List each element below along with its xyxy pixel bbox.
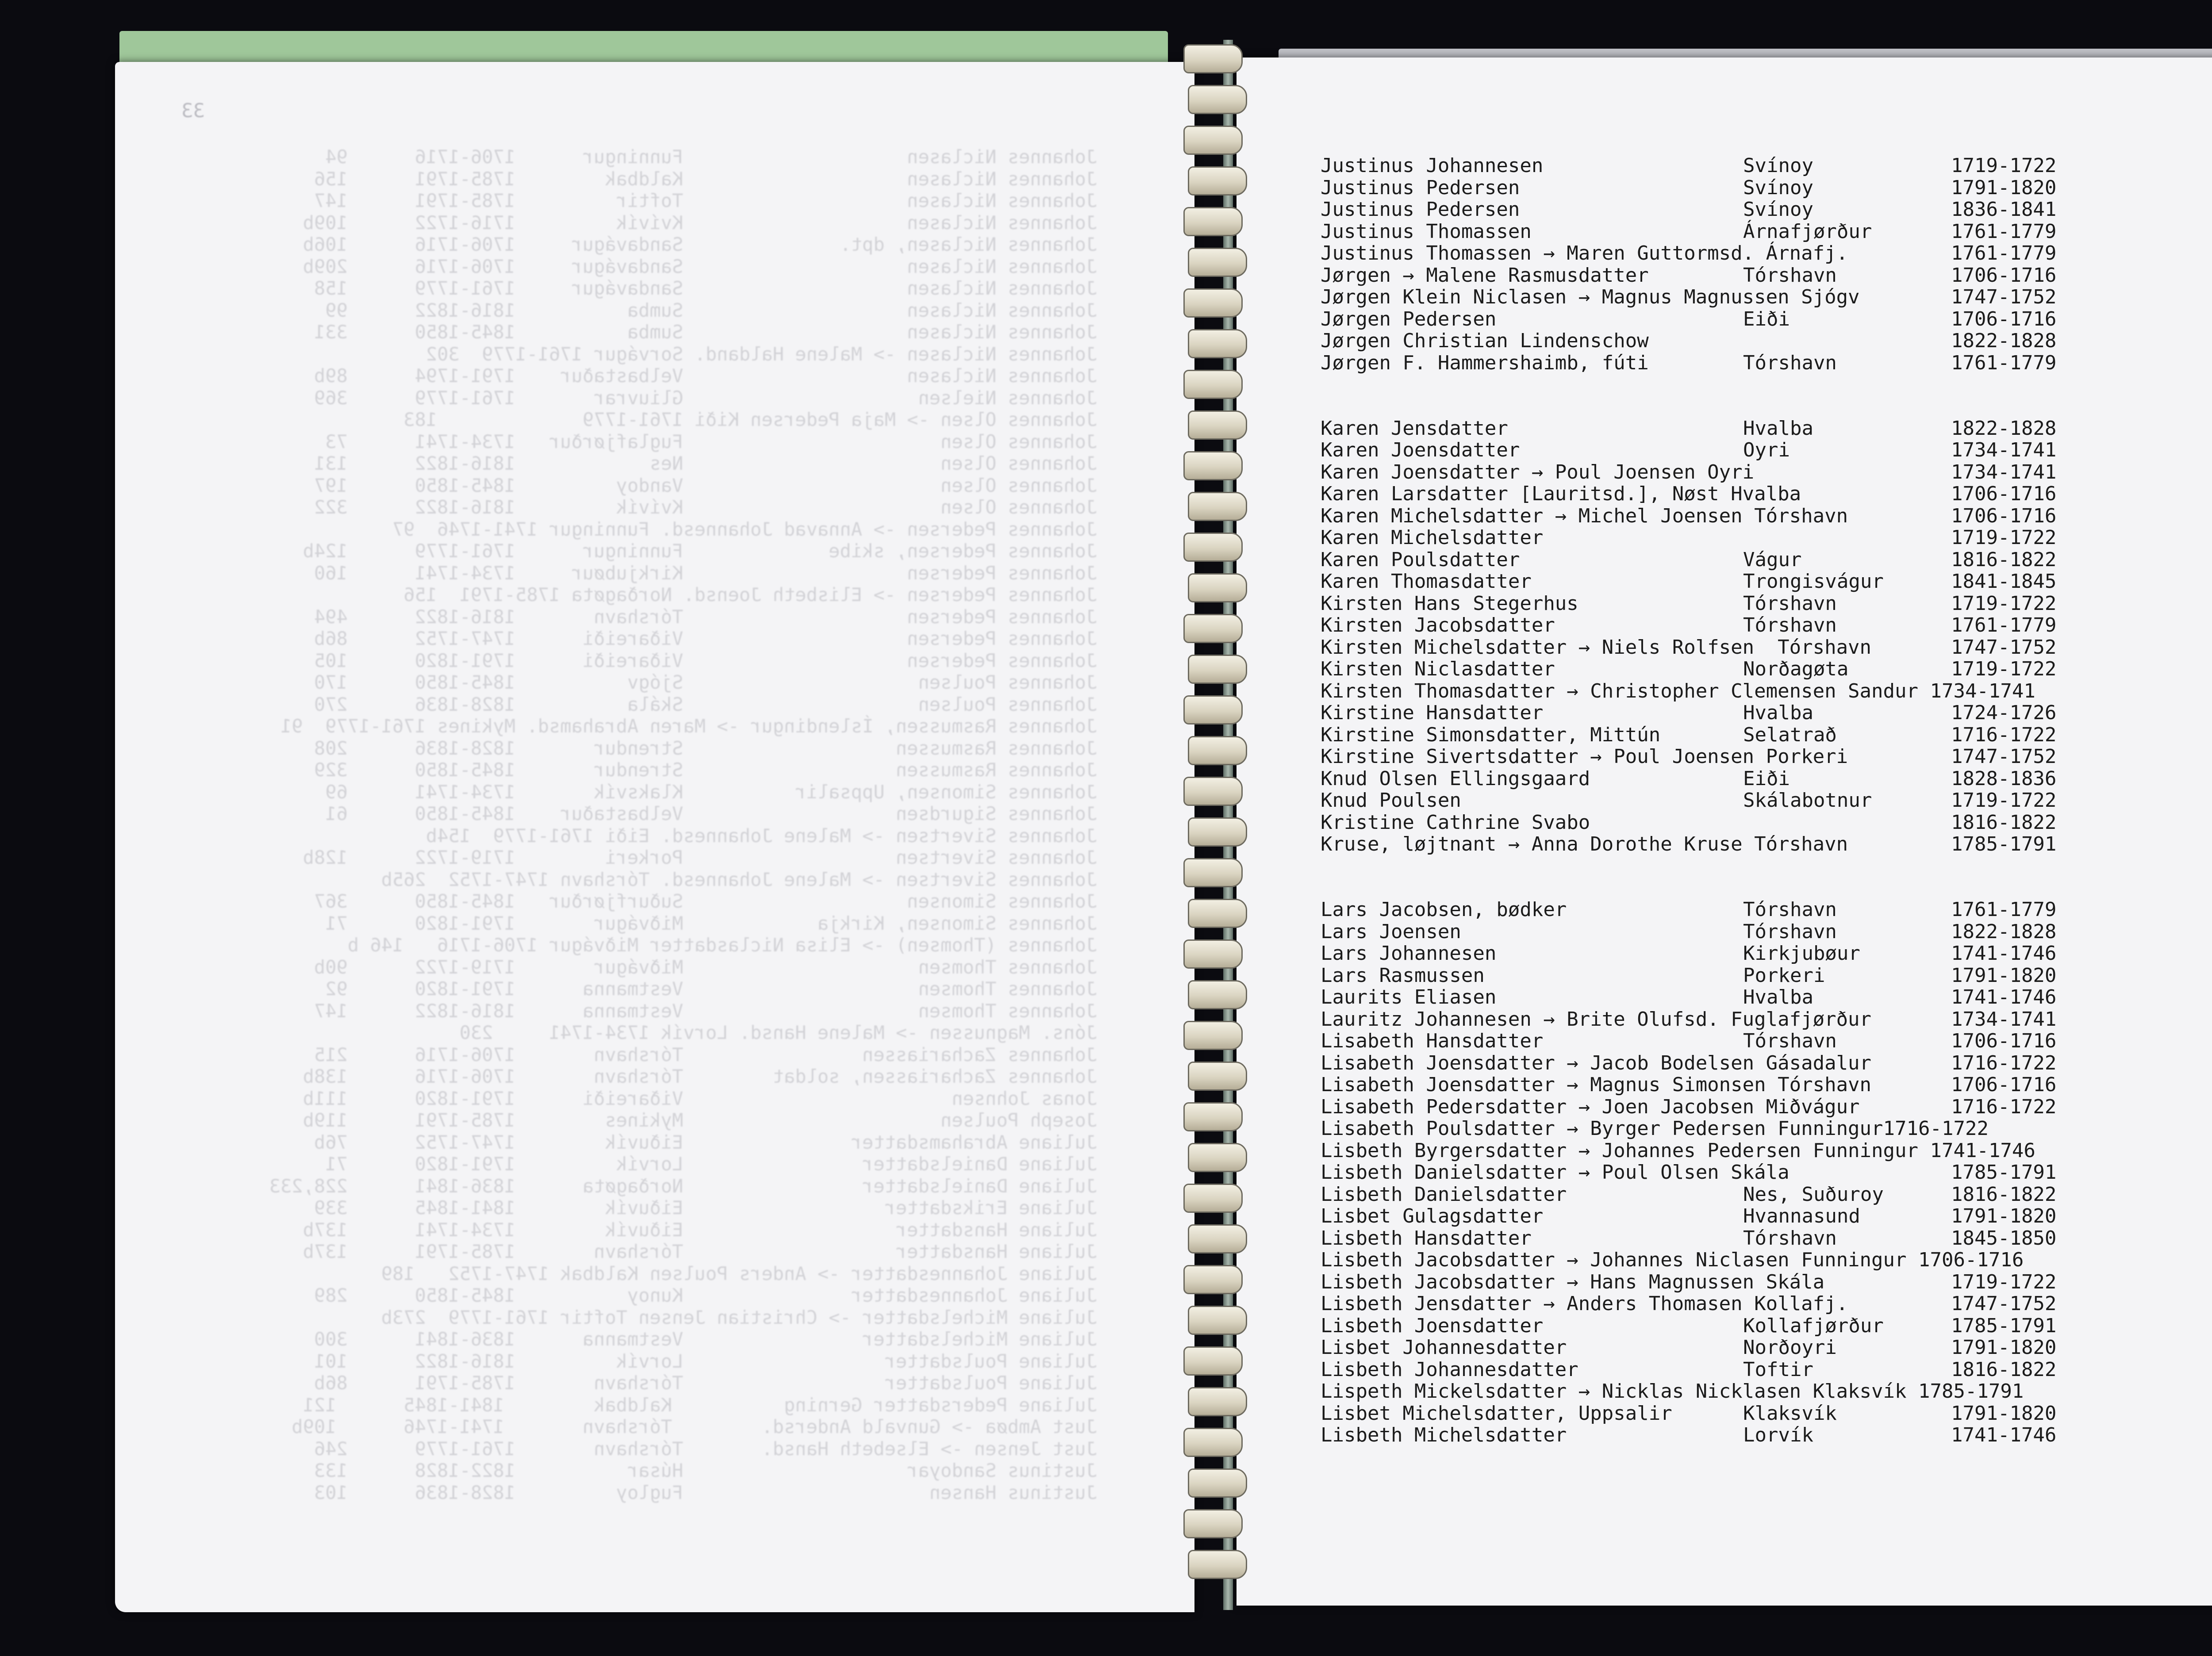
bleed-through-line: Joseph Poulsen Mykines 1785-1791 119b (303, 1109, 1097, 1131)
entry-name: Lars Joensen (1321, 920, 1461, 943)
entry-name: Lars Johannesen (1321, 942, 1497, 965)
index-entry (1321, 505, 2212, 527)
index-entry (1321, 1008, 2212, 1031)
index-entry (1321, 1227, 2212, 1250)
entry-years: 1719-1722 (1951, 592, 2057, 615)
entry-name: Lisabeth Joensdatter → Magnus Simonsen Tórshavn (1321, 1073, 1872, 1096)
entry-name: Lars Rasmussen (1321, 964, 1485, 987)
entry-name: Knud Olsen Ellingsgaard (1321, 767, 1590, 790)
bleed-through-line: Juliane Abrahamsdatter Eiðuvík 1747-1752 76b (314, 1131, 1097, 1153)
entry-place: Norðagøta (1743, 658, 1849, 680)
entry-name: Karen Joensdatter (1321, 439, 1520, 461)
index-entry (1321, 658, 2212, 680)
binding-coil (1183, 288, 1243, 318)
index-entry (1321, 1184, 2212, 1206)
entry-name: Lisbet Gulagsdatter (1321, 1205, 1544, 1227)
binding-coil (1188, 329, 1247, 358)
index-entry (1321, 614, 2212, 636)
entry-name: Karen Thomasdatter (1321, 570, 1532, 593)
index-entry (1321, 986, 2212, 1008)
bleed-through-line: Just Jensen -> Elsebeth Hansd. Tórshavn 1761-1779 246 (314, 1438, 1097, 1460)
bleed-through-line: Johannes Olsen Vandoy 1845-1850 197 (314, 474, 1097, 496)
bleed-through-line: Johannes Sigurdsen Velbastaður 1845-1850 61 (325, 803, 1097, 824)
entry-name: Justinus Pedersen (1321, 198, 1520, 221)
binding-coil (1188, 492, 1247, 521)
index-entry (1321, 483, 2212, 505)
binding-coil (1188, 85, 1247, 114)
entry-name: Kirstine Hansdatter (1321, 702, 1544, 724)
entry-years: 1785-1791 (1951, 1314, 2057, 1337)
entry-name: Lispeth Mickelsdatter → Nicklas Nicklasen Klaksvík 1785-1791 (1321, 1380, 2024, 1403)
entry-years: 1761-1779 (1951, 898, 2057, 921)
entry-place: Lorvík (1743, 1424, 1813, 1446)
entry-name: Kristine Cathrine Svabo (1321, 811, 1590, 834)
bleed-through-line: Juliane Eriksdatter Eiðuvík 1841-1845 339 (314, 1197, 1097, 1219)
binding-coil (1188, 248, 1247, 277)
entry-years: 1706-1716 (1951, 307, 2057, 330)
binding-coil (1188, 1224, 1247, 1254)
index-list (1321, 155, 2212, 1446)
binding-coil (1188, 1062, 1247, 1091)
entry-name: Kruse, løjtnant → Anna Dorothe Kruse Tórshavn (1321, 833, 1848, 855)
bleed-through-line: Juliane Poulsdatter Tórshavn 1785-1791 86b (314, 1372, 1097, 1394)
index-entry (1321, 439, 2212, 461)
bleed-through-line: Johannes Poulsen Sjógv 1845-1850 170 (314, 671, 1097, 693)
bleed-through-line: Johannes Sivertsen -> Malene Johannesd. Tórshavn 1747-1752 265b (381, 868, 1097, 890)
entry-years: 1761-1779 (1951, 614, 2057, 636)
bleed-through-line: Juliane Michelsdatter -> Christian Jensen Toftir 1761-1779 273b (381, 1306, 1097, 1328)
entry-place: Eiði (1743, 767, 1790, 790)
entry-name: Kirsten Hans Stegerhus (1321, 592, 1578, 615)
binding-coil (1188, 1550, 1247, 1579)
index-entry (1321, 1074, 2212, 1096)
index-entry (1321, 636, 2212, 659)
binding-coil (1183, 858, 1243, 887)
bleed-through-line: Jóns. Magnussen -> Malene Hansd. Lorvík 1734-1741 230 (459, 1022, 1097, 1043)
index-entry (1321, 1403, 2212, 1425)
bleed-through-line: Jonas Johnsen Viðareiði 1791-1820 111b (303, 1087, 1097, 1109)
entry-place: Hvalba (1743, 417, 1813, 440)
binding-coil (1188, 410, 1247, 440)
index-entry (1321, 1118, 2212, 1140)
entry-name: Lisbeth Hansdatter (1321, 1227, 1532, 1250)
entry-years: 1716-1722 (1951, 1051, 2057, 1074)
entry-place: Oyri (1743, 439, 1790, 461)
index-entry (1321, 177, 2212, 199)
entry-name: Lisabeth Joensdatter → Jacob Bodelsen Gásadalur (1321, 1051, 1872, 1074)
entry-name: Kirstine Simonsdatter, Mittún (1321, 723, 1661, 746)
entry-name: Lars Jacobsen, bødker (1321, 898, 1567, 921)
index-entry (1321, 286, 2212, 308)
bleed-through-line: Juliane Poulsdatter Lorvík 1816-1822 101 (314, 1350, 1097, 1372)
entry-name: Justinus Pedersen (1321, 176, 1520, 199)
entry-place: Tórshavn (1743, 898, 1837, 921)
entry-years: 1791-1820 (1951, 176, 2057, 199)
index-entry (1321, 155, 2212, 177)
binding-coil (1183, 695, 1243, 724)
binding-coil (1183, 1428, 1243, 1457)
entry-name: Jørgen Pedersen (1321, 307, 1497, 330)
binding-coil (1183, 370, 1243, 399)
index-entry (1321, 1030, 2212, 1052)
entry-name: Karen Michelsdatter (1321, 526, 1544, 549)
index-entry (1321, 1052, 2212, 1074)
entry-place: Eiði (1743, 307, 1790, 330)
entry-place: Hvannasund (1743, 1205, 1860, 1227)
index-entry (1321, 1424, 2212, 1446)
entry-name: Lisbeth Byrgersdatter → Johannes Pedersen Funningur 1741-1746 (1321, 1139, 2035, 1162)
bleed-through-line: Johannes Niclasen Kvívík 1716-1722 109b (303, 211, 1097, 234)
index-entry (1321, 308, 2212, 330)
bleed-through-line: Johannes Pedersen Tórshavn 1816-1822 494 (314, 606, 1097, 628)
entry-years: 1822-1828 (1951, 330, 2057, 352)
entry-years: 1822-1828 (1951, 920, 2057, 943)
binding-coil (1188, 166, 1247, 196)
entry-name: Lauritz Johannesen → Brite Olufsd. Fuglafjørður (1321, 1008, 1872, 1031)
entry-years: 1822-1828 (1951, 417, 2057, 440)
index-entry (1321, 768, 2212, 790)
binding-coil (1183, 451, 1243, 480)
entry-years: 1741-1746 (1951, 1424, 2057, 1446)
binding-coil (1188, 1306, 1247, 1335)
index-entry (1321, 461, 2212, 483)
entry-years: 1828-1836 (1951, 767, 2057, 790)
index-entry (1321, 1096, 2212, 1118)
entry-years: 1734-1741 (1951, 1008, 2057, 1031)
index-entry (1321, 899, 2212, 921)
bleed-through-line: Juliane Hansdatter Tórshavn 1785-1791 137b (303, 1241, 1097, 1262)
bleed-through-line: Johannes Thomsen Vestmanna 1791-1820 92 (325, 978, 1097, 1000)
bleed-through-line: Johannes Zachariassen, soldat Tórshavn 1706-1716 138b (303, 1066, 1097, 1087)
entry-name: Kirsten Thomasdatter → Christopher Clemensen Sandur 1734-1741 (1321, 679, 2035, 702)
bleed-through-line: Johannes Niclasen Sandavágur 1706-1716 209b (303, 255, 1097, 277)
index-entry (1321, 1205, 2212, 1227)
entry-name: Knud Poulsen (1321, 789, 1461, 812)
index-entry (1321, 199, 2212, 221)
index-entry (1321, 593, 2212, 615)
left-page-number-bleed: 33 (181, 100, 205, 122)
entry-place: Nes, Suðuroy (1743, 1183, 1884, 1206)
bleed-through-line: Johannes Niclasen Funningur 1706-1716 94 (325, 146, 1097, 168)
binding-coil (1183, 939, 1243, 969)
bleed-through-line: Johannes Niclasen Kaldbak 1785-1791 156 (314, 168, 1097, 190)
entry-name: Laurits Eliasen (1321, 986, 1497, 1008)
bleed-through-line: Johannes Niclasen Toftir 1785-1791 147 (314, 190, 1097, 211)
index-entry (1321, 264, 2212, 287)
entry-years: 1791-1820 (1951, 964, 2057, 987)
entry-years: 1706-1716 (1951, 1030, 2057, 1052)
entry-place: Tórshavn (1743, 920, 1837, 943)
entry-name: Karen Joensdatter → Poul Joensen Oyri (1321, 460, 1755, 483)
entry-name: Lisbeth Jacobsdatter → Hans Magnussen Skála (1321, 1270, 1825, 1293)
entry-years: 1724-1726 (1951, 702, 2057, 724)
entry-place: Tórshavn (1743, 614, 1837, 636)
entry-years: 1816-1822 (1951, 811, 2057, 834)
bleed-through-line: Johannes Olsen Fuglafjørður 1734-1741 73 (325, 430, 1097, 452)
bleed-through-line: Johannes Thomsen Miðvágur 1719-1722 90b (314, 956, 1097, 978)
index-entry (1321, 1380, 2212, 1403)
bleed-through-line: Johannes Pedersen Kirkjubøur 1734-1741 160 (314, 562, 1097, 584)
entry-name: Kirsten Jacobsdatter (1321, 614, 1555, 636)
entry-years: 1706-1716 (1951, 264, 2057, 287)
bleed-through-line: Johannes Pedersen Viðareiði 1791-1820 105 (314, 649, 1097, 671)
entry-place: Tórshavn (1743, 351, 1837, 374)
index-entry (1321, 352, 2212, 418)
entry-years: 1734-1741 (1951, 460, 2057, 483)
index-entry (1321, 680, 2212, 702)
entry-years: 1719-1722 (1951, 154, 2057, 177)
entry-years: 1719-1722 (1951, 526, 2057, 549)
binding-coil (1188, 1387, 1247, 1416)
entry-place: Svínoy (1743, 176, 1813, 199)
entry-place: Árnafjørður (1743, 220, 1872, 243)
binding-coil (1183, 207, 1243, 236)
entry-name: Jørgen F. Hammershaimb, fúti (1321, 351, 1649, 374)
bleed-through-line: Johannes Zachariassen Tórshavn 1706-1716 215 (314, 1043, 1097, 1066)
entry-name: Jørgen → Malene Rasmusdatter (1321, 264, 1649, 287)
index-entry (1321, 221, 2212, 243)
index-entry (1321, 549, 2212, 571)
index-entry (1321, 746, 2212, 768)
entry-name: Karen Larsdatter [Lauritsd.], Nøst Hvalba (1321, 483, 1801, 505)
entry-place: Skálabotnur (1743, 789, 1872, 812)
entry-years: 1841-1845 (1951, 570, 2057, 593)
index-entry (1321, 833, 2212, 899)
entry-place: Porkeri (1743, 964, 1825, 987)
index-entry (1321, 943, 2212, 965)
bleed-through-line: Johannes Rasmussen Strendur 1828-1836 208 (314, 737, 1097, 759)
entry-name: Justinus Johannesen (1321, 154, 1544, 177)
entry-place: Tórshavn (1743, 264, 1837, 287)
binding-coil (1188, 573, 1247, 602)
entry-years: 1785-1791 (1951, 833, 2057, 855)
bleed-through-line: Juliane Danielsdatter Norðagøta 1836-1841 228,233 (269, 1175, 1097, 1197)
binding-coil (1188, 980, 1247, 1009)
binding-coil (1188, 1468, 1247, 1498)
index-entry (1321, 1140, 2212, 1162)
entry-place: Toftir (1743, 1358, 1813, 1381)
binding-coil (1183, 1184, 1243, 1213)
binding-coil (1188, 817, 1247, 847)
bleed-through-line: Johannes Pedersen -> Annavad Johannesd. Funningur 1741-1746 97 (392, 518, 1097, 540)
index-entry (1321, 1162, 2212, 1184)
entry-place: Tórshavn (1743, 1227, 1837, 1250)
bleed-through-line: Justinus Sandoyar Húsar 1822-1828 133 (314, 1460, 1097, 1481)
entry-place: Tórshavn (1743, 1030, 1837, 1052)
spiral-binding (1175, 35, 1263, 1614)
entry-years: 1747-1752 (1951, 745, 2057, 768)
entry-place: Tórshavn (1743, 592, 1837, 615)
bleed-through-line: Johannes Niclasen Sandavágur 1761-1779 158 (314, 277, 1097, 299)
entry-years: 1706-1716 (1951, 504, 2057, 527)
index-entry (1321, 418, 2212, 440)
entry-years: 1816-1822 (1951, 1183, 2057, 1206)
entry-name: Karen Poulsdatter (1321, 548, 1520, 571)
bleed-through-line: Johannes Poulsen Skála 1828-1836 270 (314, 693, 1097, 715)
entry-years: 1734-1741 (1951, 439, 2057, 461)
index-entry (1321, 702, 2212, 724)
binding-coil (1188, 899, 1247, 928)
bleed-through-line: Johannes Rasmussen Strendur 1845-1850 329 (314, 759, 1097, 781)
entry-name: Lisabeth Hansdatter (1321, 1030, 1544, 1052)
entry-name: Karen Michelsdatter → Michel Joensen Tórshavn (1321, 504, 1848, 527)
index-entry (1321, 965, 2212, 987)
entry-name: Jørgen Christian Lindenschow (1321, 330, 1649, 352)
binding-coil (1183, 1346, 1243, 1376)
entry-years: 1716-1722 (1951, 723, 2057, 746)
entry-name: Justinus Thomassen → Maren Guttormsd. Árnafj. (1321, 242, 1848, 264)
index-entry (1321, 330, 2212, 352)
entry-years: 1719-1722 (1951, 658, 2057, 680)
binding-coil (1183, 1021, 1243, 1050)
entry-name: Lisbeth Jensdatter → Anders Thomasen Kollafj. (1321, 1292, 1848, 1315)
bleed-through-text (146, 146, 1097, 1503)
bleed-through-line: Johannes Simonsen, Uppsalir Klaksvík 1734-1741 69 (325, 781, 1097, 803)
bleed-through-line: Juliane Danielsdatter Lorvík 1791-1820 71 (325, 1153, 1097, 1175)
entry-place: Kollafjørður (1743, 1314, 1884, 1337)
binding-coil (1183, 533, 1243, 562)
entry-name: Lisbet Michelsdatter, Uppsalir (1321, 1402, 1672, 1425)
bleed-through-line: Johannes Niclasen Sumba 1845-1850 331 (314, 321, 1097, 343)
bleed-through-line: Juliane Michelsdatter Vestmanna 1836-1841 300 (314, 1328, 1097, 1350)
bleed-through-line: Johannes Niclasen Sumba 1816-1822 99 (325, 299, 1097, 321)
entry-name: Lisbeth Danielsdatter (1321, 1183, 1567, 1206)
bleed-through-line: Johannes Niclasen Velbastaður 1791-1794 89b (314, 365, 1097, 387)
entry-years: 1816-1822 (1951, 548, 2057, 571)
bleed-through-line: Justinus Hansen Fugloy 1828-1836 103 (314, 1481, 1097, 1503)
entry-years: 1845-1850 (1951, 1227, 2057, 1250)
binding-coil (1183, 126, 1243, 155)
bleed-through-line: Johannes Nielsen Gliuvrar 1761-1779 369 (314, 387, 1097, 409)
entry-name: Lisbeth Johannesdatter (1321, 1358, 1578, 1381)
binding-coil (1183, 1102, 1243, 1131)
entry-years: 1747-1752 (1951, 1292, 2057, 1315)
entry-years: 1706-1716 (1951, 483, 2057, 505)
entry-place: Norðoyri (1743, 1336, 1837, 1359)
entry-years: 1791-1820 (1951, 1205, 2057, 1227)
entry-name: Lisbeth Joensdatter (1321, 1314, 1544, 1337)
bleed-through-line: Juliane Pedersdatter Gerning Kaldbak 1841-1845 121 (303, 1394, 1097, 1416)
binding-coil (1183, 777, 1243, 806)
bleed-through-line: Johannes Thomsen Vestmanna 1816-1822 147 (314, 1000, 1097, 1022)
bleed-through-line: Johannes Pedersen Viðareiði 1747-1752 86b (314, 628, 1097, 649)
index-entry (1321, 1249, 2212, 1271)
bleed-through-line: Juliane Johannesdatter Kunoy 1845-1850 289 (314, 1284, 1097, 1306)
entry-years: 1741-1746 (1951, 986, 2057, 1008)
entry-name: Jørgen Klein Niclasen → Magnus Magnussen Sjógv (1321, 286, 1860, 308)
binding-coil (1188, 655, 1247, 684)
entry-years: 1836-1841 (1951, 198, 2057, 221)
binding-coil (1183, 44, 1243, 73)
index-entry (1321, 724, 2212, 746)
entry-years: 1816-1822 (1951, 1358, 2057, 1381)
entry-years: 1741-1746 (1951, 942, 2057, 965)
entry-place: Hvalba (1743, 986, 1813, 1008)
binding-coil (1188, 736, 1247, 765)
entry-place: Kirkjubøur (1743, 942, 1860, 965)
entry-years: 1716-1722 (1951, 1095, 2057, 1118)
entry-name: Lisabeth Pedersdatter → Joen Jacobsen Miðvágur (1321, 1095, 1860, 1118)
bleed-through-line: Johannes Simonsen, Kirkja Miðvágur 1791-1820 71 (325, 912, 1097, 934)
index-entry (1321, 1293, 2212, 1315)
bleed-through-line: Johannes Sivertsen Porkeri 1719-1722 128b (303, 847, 1097, 868)
index-entry (1321, 527, 2212, 549)
index-entry (1321, 921, 2212, 943)
index-entry (1321, 1315, 2212, 1337)
entry-years: 1761-1779 (1951, 351, 2057, 374)
entry-name: Lisabeth Poulsdatter → Byrger Pedersen Funningur1716-1722 (1321, 1117, 1989, 1140)
entry-name: Kirstine Sivertsdatter → Poul Joensen Porkeri (1321, 745, 1848, 768)
binding-coil (1183, 1509, 1243, 1538)
entry-name: Lisbeth Jacobsdatter → Johannes Niclasen Funningur 1706-1716 (1321, 1249, 2024, 1271)
entry-years: 1785-1791 (1951, 1161, 2057, 1184)
binding-coil (1188, 1143, 1247, 1172)
bleed-through-line: Juliane Johannesdatter -> Anders Poulsen Kaldbak 1747-1752 189 (381, 1262, 1097, 1284)
index-entry (1321, 1337, 2212, 1359)
index-entry (1321, 571, 2212, 593)
entry-years: 1791-1820 (1951, 1336, 2057, 1359)
bleed-through-line: Johannes Pedersen -> Elisbeth Joensd. Norðagøta 1785-1791 156 (403, 584, 1097, 606)
bleed-through-line: Johannes Niclasen, dpt. Sandavágur 1706-1716 106b (303, 234, 1097, 255)
entry-years: 1761-1779 (1951, 242, 2057, 264)
entry-place: Hvalba (1743, 702, 1813, 724)
bleed-through-line: Johannes Rasmussen, Íslendingur -> Maren Abrahamsd. Mykines 1761-1779 91 (280, 715, 1097, 737)
entry-place: Selatrað (1743, 723, 1837, 746)
entry-name: Kirsten Michelsdatter → Niels Rolfsen Tórshavn (1321, 636, 1872, 659)
bleed-through-line: Johannes (Thomsen) -> Elisa Niclasdatter Miðvágur 1706-1716 146 b (347, 934, 1097, 956)
entry-name: Kirsten Niclasdatter (1321, 658, 1555, 680)
entry-years: 1719-1722 (1951, 1270, 2057, 1293)
entry-place: Trongisvágur (1743, 570, 1884, 593)
entry-name: Lisbeth Danielsdatter → Poul Olsen Skála (1321, 1161, 1790, 1184)
bleed-through-line: Johannes Olsen -> Maja Pedersen Kiði 1761-1779 183 (403, 409, 1097, 430)
binding-coil (1183, 1265, 1243, 1294)
entry-place: Vágur (1743, 548, 1802, 571)
index-entry (1321, 1359, 2212, 1381)
index-entry (1321, 1271, 2212, 1293)
entry-years: 1747-1752 (1951, 636, 2057, 659)
bleed-through-line: Johannes Simonsen Suðurfjørður 1845-1850 367 (314, 890, 1097, 912)
index-entry (1321, 812, 2212, 834)
entry-place: Svínoy (1743, 198, 1813, 221)
entry-years: 1761-1779 (1951, 220, 2057, 243)
entry-years: 1706-1716 (1951, 1073, 2057, 1096)
entry-place: Klaksvík (1743, 1402, 1837, 1425)
bleed-through-line: Johannes Sivertsen -> Malene Johannesd. Eiði 1761-1779 154b (426, 824, 1097, 847)
entry-name: Justinus Thomassen (1321, 220, 1532, 243)
index-entry (1321, 242, 2212, 264)
entry-name: Karen Jensdatter (1321, 417, 1508, 440)
entry-place: Svínoy (1743, 154, 1813, 177)
entry-years: 1791-1820 (1951, 1402, 2057, 1425)
bleed-through-line: Johannes Pedersen, skibe Funningur 1761-1779 124b (303, 540, 1097, 562)
entry-name: Lisbet Johannesdatter (1321, 1336, 1567, 1359)
bleed-through-line: Johannes Niclasen -> Malene Haldand. Sorvágur 1761-1779 302 (426, 343, 1097, 365)
binding-coil (1183, 614, 1243, 643)
entry-years: 1747-1752 (1951, 286, 2057, 308)
entry-years: 1719-1722 (1951, 789, 2057, 812)
bleed-through-line: Johannes Olsen Nes 1816-1822 131 (314, 452, 1097, 474)
bleed-through-line: Just Ambøa -> Gunvald Andersd. Tórshavn 1741-1746 109b (292, 1416, 1097, 1438)
entry-name: Lisbeth Michelsdatter (1321, 1424, 1567, 1446)
bleed-through-line: Johannes Olsen Kvívík 1816-1822 322 (314, 496, 1097, 518)
index-entry (1321, 790, 2212, 812)
bleed-through-line: Juliane Hansdatter Eiðuvík 1734-1741 137b (303, 1219, 1097, 1241)
